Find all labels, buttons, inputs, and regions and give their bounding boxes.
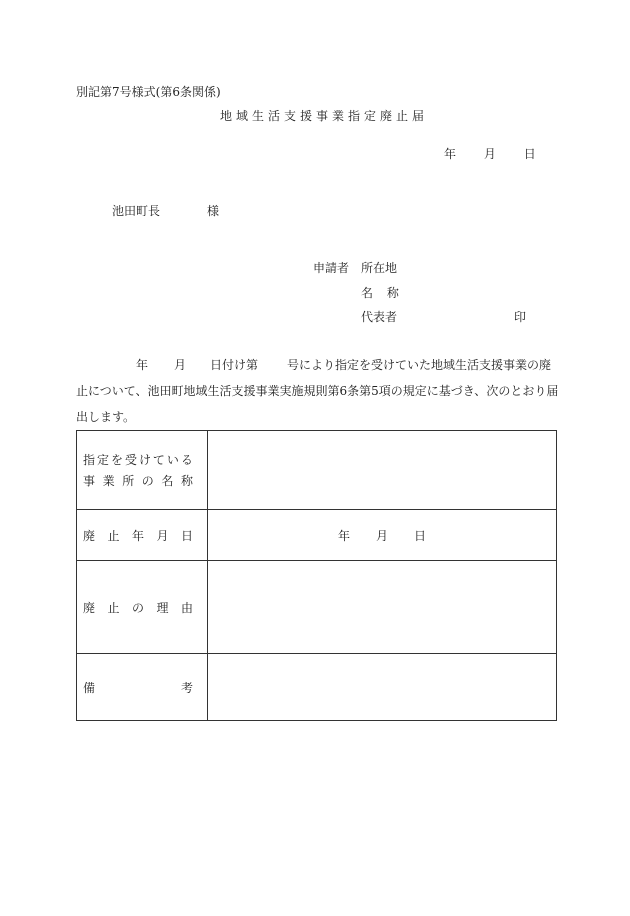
- body-line1-rest: 号により指定を受けていた地域生活支援事業の廃: [287, 358, 552, 372]
- table-row-facility-name: [77, 431, 557, 510]
- closure-month-label: 月: [375, 528, 388, 543]
- closure-day-label: 日: [414, 528, 427, 543]
- name-label-char-1: 名: [361, 286, 374, 300]
- label-char: 由: [180, 600, 193, 615]
- remarks-value[interactable]: [208, 654, 557, 721]
- name-label-char-2: 称: [386, 286, 399, 300]
- notice-line-2: 止について、池田町地域生活支援事業実施規則第6条第5項の規定に基づき、次のとおり届: [76, 384, 559, 398]
- representative-label: 代表者: [361, 310, 398, 324]
- label-char: 業: [102, 474, 115, 488]
- label-char: る: [180, 453, 193, 467]
- date-year-label: 年: [444, 147, 457, 161]
- label-char: 理: [156, 600, 169, 615]
- label-char: け: [138, 453, 151, 467]
- date-month-label: 月: [483, 147, 496, 161]
- facility-name-label-line-2: [83, 472, 193, 489]
- closure-date-value[interactable]: [208, 510, 557, 561]
- closure-year-label: 年: [337, 528, 350, 543]
- seal-label: 印: [514, 310, 527, 324]
- notice-body: [76, 352, 559, 430]
- closure-reason-label: [77, 561, 208, 654]
- table-row-remarks: [77, 654, 557, 721]
- addressee-honorific: 様: [207, 204, 220, 218]
- label-char: 年: [131, 528, 144, 543]
- address-label: 所在地: [361, 261, 398, 275]
- submission-date: [444, 148, 536, 160]
- label-char: を: [110, 453, 123, 467]
- label-char: の: [141, 474, 154, 488]
- label-char: 定: [96, 453, 109, 467]
- body-year-label: 年: [136, 358, 149, 372]
- label-char: 廃: [83, 528, 96, 543]
- page-title: 地域生活支援事業指定廃止届: [220, 109, 429, 123]
- facility-name-label-line-1: [83, 451, 193, 468]
- label-char: 受: [124, 453, 137, 467]
- label-char: 名: [161, 474, 174, 488]
- label-char: い: [166, 453, 179, 467]
- closure-date-label: [77, 510, 208, 561]
- label-char: 事: [83, 474, 96, 488]
- form-number: 別記第7号様式(第6条関係): [76, 85, 221, 99]
- label-char: て: [152, 453, 165, 467]
- label-char: 日: [180, 528, 193, 543]
- date-day-label: 日: [523, 147, 536, 161]
- notice-line-3: 出します。: [76, 410, 136, 424]
- remarks-label: [77, 654, 208, 721]
- label-char: 指: [83, 453, 96, 467]
- facility-name-label: [77, 431, 208, 510]
- applicant-label: 申請者: [313, 261, 350, 275]
- notice-line-1: [76, 352, 554, 378]
- label-char: 廃: [83, 600, 96, 615]
- body-day-label: 日付け第: [210, 358, 259, 372]
- body-month-label: 月: [174, 358, 187, 372]
- notice-form-table: [76, 430, 557, 721]
- table-row-closure-reason: [77, 561, 557, 654]
- label-char: 止: [107, 600, 120, 615]
- addressee-name: 池田町長: [112, 204, 161, 218]
- closure-reason-value[interactable]: [208, 561, 557, 654]
- label-char: の: [131, 600, 144, 615]
- label-char: 称: [180, 474, 193, 488]
- label-char: 止: [107, 528, 120, 543]
- facility-name-value[interactable]: [208, 431, 557, 510]
- label-char: 所: [122, 474, 135, 488]
- label-char: 考: [180, 680, 193, 695]
- name-label: [361, 287, 399, 299]
- label-char: 備: [83, 680, 96, 695]
- label-char: 月: [156, 528, 169, 543]
- table-row-closure-date: [77, 510, 557, 561]
